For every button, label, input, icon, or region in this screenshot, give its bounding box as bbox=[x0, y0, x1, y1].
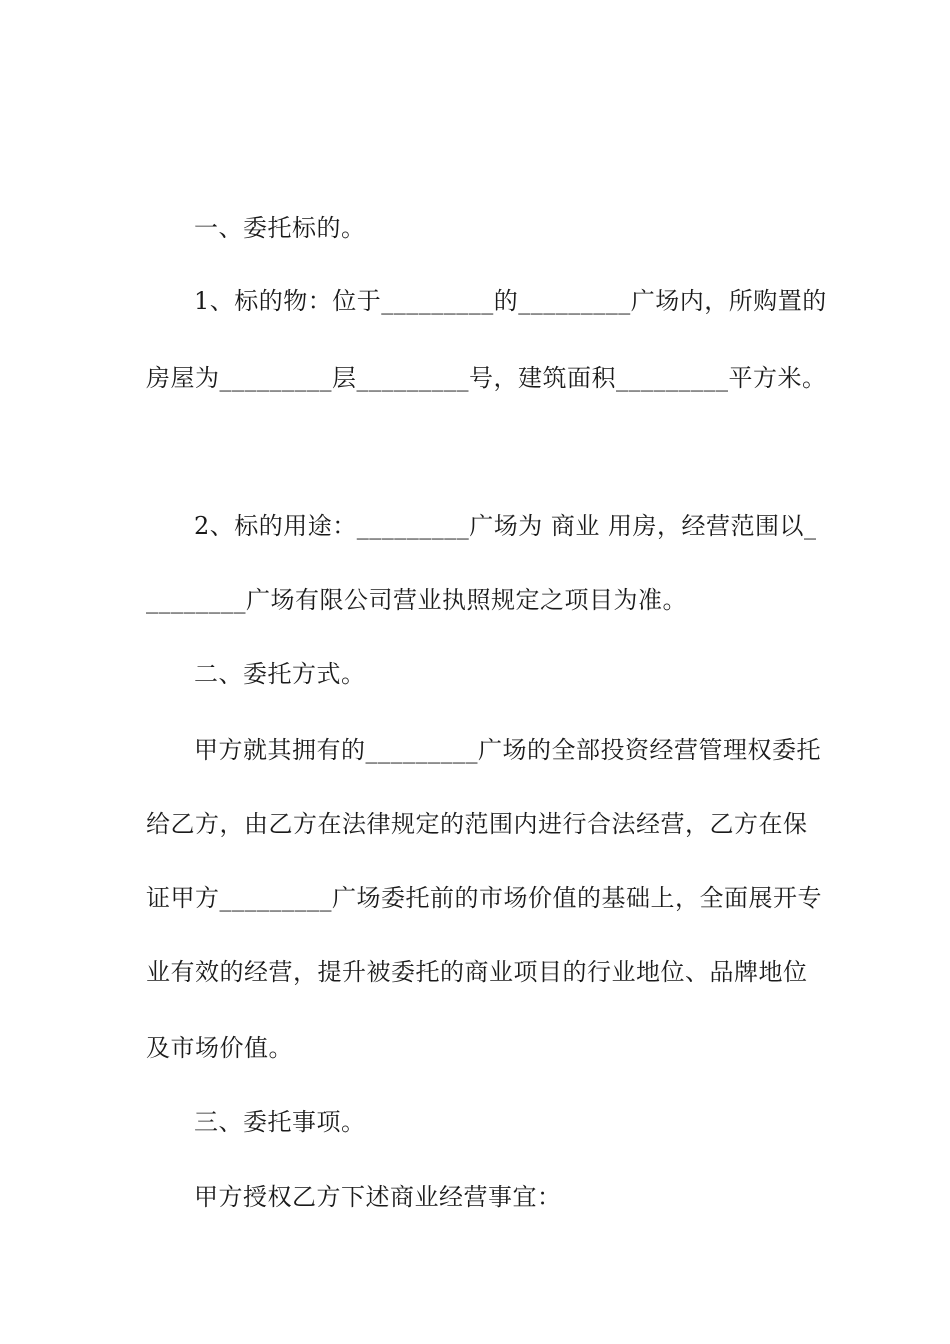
paragraph-line: 甲方就其拥有的_________广场的全部投资经营管理权委托 bbox=[194, 736, 821, 764]
section-heading-2: 二、委托方式。 bbox=[194, 660, 366, 688]
paragraph-line: 房屋为_________层_________号，建筑面积_________平方米。 bbox=[146, 364, 827, 392]
paragraph-line: 证甲方_________广场委托前的市场价值的基础上，全面展开专 bbox=[146, 884, 822, 912]
section-heading-3: 三、委托事项。 bbox=[194, 1108, 366, 1136]
section-heading-1: 一、委托标的。 bbox=[194, 214, 366, 242]
paragraph-line: 甲方授权乙方下述商业经营事宜： bbox=[194, 1183, 562, 1211]
paragraph-line: 2、标的用途：_________广场为 商业 用房，经营范围以_ bbox=[194, 512, 817, 540]
paragraph-line: ________广场有限公司营业执照规定之项目为准。 bbox=[146, 586, 687, 614]
paragraph-line: 给乙方，由乙方在法律规定的范围内进行合法经营，乙方在保 bbox=[146, 810, 808, 838]
paragraph-line: 1、标的物：位于_________的_________广场内，所购置的 bbox=[194, 287, 827, 315]
paragraph-line: 业有效的经营，提升被委托的商业项目的行业地位、品牌地位 bbox=[146, 958, 808, 986]
paragraph-line: 及市场价值。 bbox=[146, 1034, 293, 1062]
